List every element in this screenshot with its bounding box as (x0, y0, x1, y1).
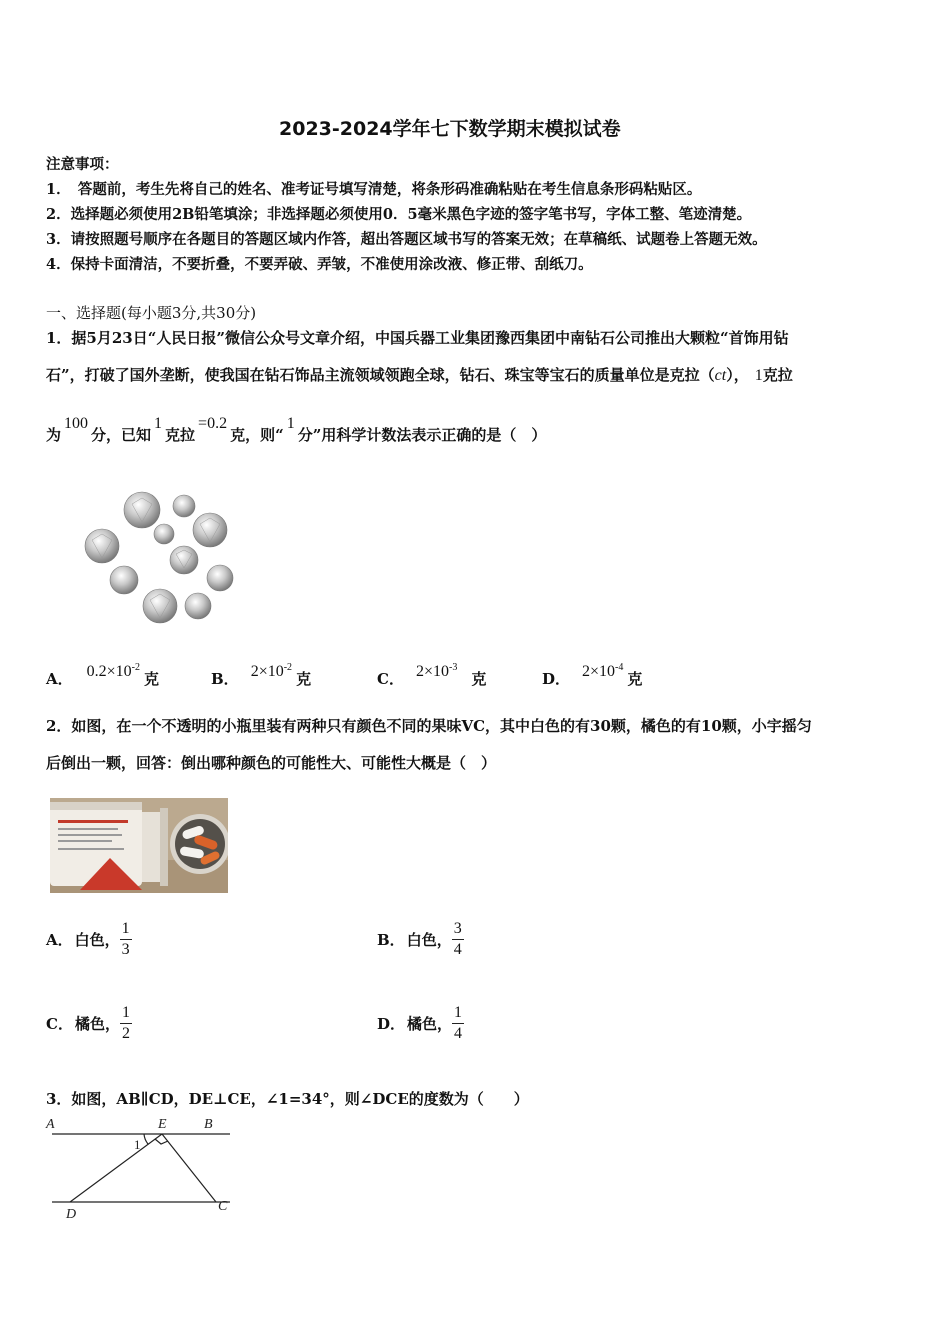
q1-option-b-coef: 2×10 (250, 663, 284, 680)
q1-option-d-label: D． (542, 670, 571, 688)
q2-option-a-text: 白色， (74, 931, 120, 949)
q1-option-c-unit: 克 (471, 670, 487, 688)
q2-option-b-den: 4 (453, 941, 462, 958)
q1-num-1: 1 (754, 367, 763, 384)
q2-option-b-text: 白色， (406, 931, 452, 949)
q1-line3 (46, 415, 547, 445)
label-a: A (46, 1117, 55, 1132)
q2-option-c-num: 1 (121, 1004, 130, 1021)
q2-option-b-fraction (452, 920, 464, 959)
q1-line1: 1．据5月23日“人民日报”微信公众号文章介绍，中国兵器工业集团豫西集团中南钻石公司推出大颗粒“首饰用钻 (46, 329, 789, 347)
q2-option-c[interactable] (46, 1004, 132, 1043)
q1-option-c[interactable] (377, 660, 487, 688)
q1-option-b-label: B． (211, 670, 239, 688)
q2-option-c-label: C． (46, 1015, 73, 1033)
note-item-3: 3．请按照题号顺序在各题目的答题区域内作答，超出答题区域书写的答案无效；在草稿纸、试题卷上答题无效。 (46, 231, 767, 248)
q1-option-b-unit: 克 (296, 670, 312, 688)
vc-bottle-image (50, 798, 228, 893)
q2-option-d-label: D． (377, 1015, 406, 1033)
q2-option-a-num: 1 (121, 920, 130, 937)
q2-option-d-text: 橘色， (407, 1015, 453, 1033)
q1-option-a-label: A． (46, 670, 73, 688)
label-e: E (158, 1117, 167, 1132)
q1-option-a-unit: 克 (144, 670, 160, 688)
note-item-1: 1． 答题前，考生先将自己的姓名、准考证号填写清楚，将条形码准确粘贴在考生信息条形码粘贴区。 (46, 181, 702, 198)
q2-option-b[interactable] (377, 920, 464, 959)
q1-num-1-carat: 1 (154, 415, 163, 432)
label-c: C (218, 1199, 228, 1214)
q1-line2-text-c: 克拉 (762, 366, 793, 384)
note-item-2: 2．选择题必须使用2B铅笔填涂；非选择题必须使用0．5毫米黑色字迹的签字笔书写，字体工整、笔迹清楚。 (46, 206, 752, 223)
q1-option-a[interactable] (46, 660, 160, 688)
q1-line3-text-d: 克，则“ (230, 426, 284, 444)
q1-option-a-exp: -2 (131, 662, 141, 673)
notes-heading: 注意事项： (46, 156, 119, 173)
q1-line2 (46, 364, 793, 385)
section-heading: 一、选择题(每小题3分,共30分) (46, 304, 257, 322)
q1-line2-text-b: ）， (726, 366, 749, 384)
q1-option-d-exp: -4 (615, 662, 624, 673)
q1-option-c-exp: -3 (448, 662, 458, 673)
q2-option-d[interactable] (377, 1004, 464, 1043)
q2-option-c-den: 2 (121, 1025, 130, 1042)
q1-option-c-coef: 2×10 (415, 663, 449, 680)
q1-option-d-coef: 2×10 (582, 663, 616, 680)
q2-option-a-label: A． (46, 931, 73, 949)
page-title: 2023-2024学年七下数学期末模拟试卷 (279, 118, 621, 140)
label-d: D (66, 1207, 77, 1222)
q2-option-b-label: B． (377, 931, 405, 949)
q2-option-c-fraction (120, 1004, 132, 1043)
q1-option-d-unit: 克 (627, 670, 643, 688)
q1-num-100: 100 (64, 415, 89, 432)
q1-option-b-exp: -2 (283, 662, 293, 673)
vc-bottle-illustration (50, 798, 228, 893)
q2-option-a[interactable] (46, 920, 132, 959)
q2-option-a-den: 3 (121, 941, 130, 958)
q2-line1: 2．如图，在一个不透明的小瓶里装有两种只有颜色不同的果味VC，其中白色的有30颗，橘色的有10颗，小宇摇匀 (46, 717, 812, 735)
q1-line3-text-c: 克拉 (165, 426, 196, 444)
q1-line3-text-a: 为 (46, 426, 62, 444)
q2-line2: 后倒出一颗，回答：倒出哪种颜色的可能性大、可能性大概是（ ） (46, 754, 497, 772)
note-item-4: 4．保持卡面清洁，不要折叠，不要弄破、弄皱，不准使用涂改液、修正带、刮纸刀。 (46, 256, 593, 273)
q1-line3-text-e: 分”用科学计数法表示正确的是（ ） (297, 426, 547, 444)
label-angle-1: 1 (134, 1137, 141, 1152)
q1-num-1-fen: 1 (286, 415, 295, 432)
q1-line3-text-b: 分，已知 (91, 426, 152, 444)
q3-geometry-figure (44, 1114, 236, 1222)
q2-option-d-num: 1 (454, 1004, 463, 1021)
segment-ed (70, 1134, 162, 1202)
diamonds-image (80, 488, 240, 624)
q2-option-b-num: 3 (453, 920, 462, 937)
q2-option-d-fraction (452, 1004, 464, 1043)
q1-option-a-coef: 0.2×10 (86, 663, 132, 680)
q1-option-b[interactable] (211, 660, 312, 688)
q1-eq-02: =0.2 (198, 415, 228, 432)
q1-option-c-label: C． (377, 670, 404, 688)
q1-option-d[interactable] (542, 660, 643, 688)
angle-1-arc (144, 1134, 148, 1144)
q2-option-a-fraction (120, 920, 132, 959)
q1-unit-ct: ct (714, 367, 727, 384)
segment-ec (162, 1134, 216, 1202)
q2-option-d-den: 4 (454, 1025, 463, 1042)
label-b: B (204, 1117, 213, 1132)
q3-line1: 3．如图，AB∥CD，DE⊥CE，∠1=34°，则∠DCE的度数为（ ） (46, 1090, 529, 1108)
diamonds-illustration (80, 488, 240, 624)
q2-option-c-text: 橘色， (74, 1015, 120, 1033)
q1-line2-text-a: 石”，打破了国外垄断，使我国在钻石饰品主流领域领跑全球，钻石、珠宝等宝石的质量单位是克拉（ (46, 366, 715, 384)
